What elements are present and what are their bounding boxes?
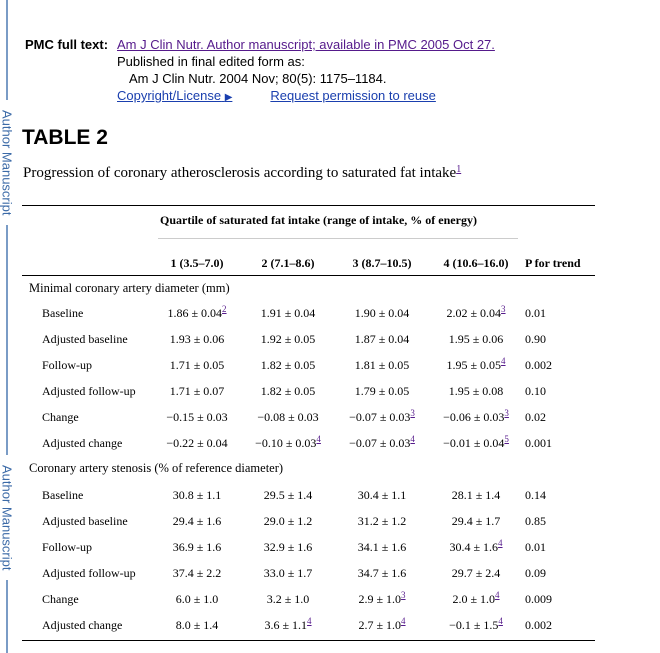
table-cell [264, 618, 311, 633]
table-cell [452, 566, 501, 581]
footnote-link[interactable]: 4 [501, 356, 506, 366]
cell-value: 2.7 ± 1.0 [358, 618, 402, 632]
column-header: 3 (8.7–10.5) [352, 256, 412, 270]
row-label: Change [42, 410, 79, 424]
footnote-link[interactable]: 4 [307, 616, 312, 626]
cell-value: 30.4 ± 1.1 [357, 488, 407, 502]
cell-value: 37.4 ± 2.2 [172, 566, 222, 580]
table-cell [255, 436, 321, 451]
caption-footnote-link[interactable]: 1 [456, 164, 462, 175]
cell-value: 29.7 ± 2.4 [451, 566, 501, 580]
table-cell [358, 514, 407, 529]
footnote-link[interactable]: 3 [401, 590, 406, 600]
table-cell [261, 358, 316, 373]
cell-value: 1.90 ± 0.04 [354, 306, 410, 320]
author-manuscript-margin [0, 0, 16, 653]
row-label: Change [42, 592, 79, 606]
table-cell [170, 358, 225, 373]
cell-value: −0.06 ± 0.03 [443, 410, 505, 424]
table-cell [167, 306, 226, 321]
table-cell [170, 332, 225, 347]
table-cell [166, 436, 227, 451]
pmc-label: PMC full text: [25, 37, 109, 52]
p-value: 0.85 [525, 514, 546, 528]
table-cell [173, 488, 222, 503]
table-cell [449, 332, 504, 347]
table-cell [261, 332, 316, 347]
footnote-link[interactable]: 3 [410, 408, 415, 418]
p-value: 0.10 [525, 384, 546, 398]
cell-value: 1.95 ± 0.05 [446, 358, 502, 372]
table-cell [358, 618, 405, 633]
table-cell [349, 436, 415, 451]
p-value: 0.02 [525, 410, 546, 424]
table-caption: Progression of coronary atherosclerosis according to saturated fat intake$^1$ [23, 164, 462, 181]
row-label: Adjusted follow-up [42, 566, 136, 580]
table-cell [355, 306, 410, 321]
cell-value: 29.4 ± 1.6 [172, 514, 222, 528]
table-cell [264, 540, 313, 555]
row-label: Adjusted follow-up [42, 384, 136, 398]
table-cell [264, 566, 313, 581]
table-cell [358, 566, 407, 581]
p-value: 0.002 [525, 618, 552, 632]
table-cell [452, 592, 499, 607]
cell-value: 34.7 ± 1.6 [357, 566, 407, 580]
cell-value: 30.8 ± 1.1 [172, 488, 222, 502]
table-cell [173, 540, 222, 555]
footnote-link[interactable]: 5 [504, 434, 509, 444]
p-value: 0.01 [525, 540, 546, 554]
cell-value: 1.82 ± 0.05 [260, 384, 316, 398]
cell-value: 36.9 ± 1.6 [172, 540, 222, 554]
table-cell [264, 488, 313, 503]
column-header: P for trend [525, 256, 581, 270]
spanner-header: Quartile of saturated fat intake (range of intake, % of energy) [160, 213, 477, 227]
table-cell [452, 488, 501, 503]
p-value: 0.90 [525, 332, 546, 346]
table-cell [452, 514, 501, 529]
table-cell [449, 384, 504, 399]
footnote-link[interactable]: 2 [222, 304, 227, 314]
row-label: Follow-up [42, 540, 93, 554]
cell-value: 2.02 ± 0.04 [446, 306, 502, 320]
row-label: Baseline [42, 488, 84, 502]
cell-value: −0.10 ± 0.03 [255, 436, 317, 450]
table-cell [358, 488, 407, 503]
cell-value: 2.0 ± 1.0 [452, 592, 496, 606]
table-cell [355, 332, 410, 347]
cell-value: −0.1 ± 1.5 [449, 618, 499, 632]
footnote-link[interactable]: 3 [501, 304, 506, 314]
table-cell [443, 436, 509, 451]
table-cell [261, 306, 316, 321]
cell-value: 1.86 ± 0.04 [167, 306, 223, 320]
cell-value: 1.95 ± 0.06 [448, 332, 504, 346]
footnote-link[interactable]: 4 [498, 538, 503, 548]
table-title: TABLE 2 [22, 126, 108, 149]
row-label: Adjusted change [42, 618, 123, 632]
table-cell [446, 306, 505, 321]
table-top-rule [22, 205, 595, 206]
cell-value: 3.6 ± 1.1 [264, 618, 308, 632]
cell-value: 33.0 ± 1.7 [263, 566, 313, 580]
section-title: Minimal coronary artery diameter (mm) [29, 281, 230, 295]
cell-value: −0.01 ± 0.04 [443, 436, 505, 450]
cell-value: 31.2 ± 1.2 [357, 514, 407, 528]
table-cell [358, 540, 407, 555]
cell-value: 8.0 ± 1.4 [175, 618, 219, 632]
cell-value: 29.5 ± 1.4 [263, 488, 313, 502]
table-cell [449, 618, 503, 633]
section-title: Coronary artery stenosis (% of reference diameter) [29, 461, 284, 475]
footnote-link[interactable]: 4 [498, 616, 503, 626]
table-cell [176, 618, 219, 633]
cell-value: 6.0 ± 1.0 [175, 592, 219, 606]
cell-value: 1.93 ± 0.06 [169, 332, 225, 346]
cell-value: 28.1 ± 1.4 [451, 488, 501, 502]
cell-value: 29.4 ± 1.7 [451, 514, 501, 528]
journal-ref: Am J Clin Nutr. 2004 Nov; 80(5): 1175–1184. [129, 71, 387, 86]
footnote-link[interactable]: 4 [410, 434, 415, 444]
cell-value: 29.0 ± 1.2 [263, 514, 313, 528]
footnote-link[interactable]: 4 [316, 434, 321, 444]
cell-value: 1.87 ± 0.04 [354, 332, 410, 346]
cell-value: 1.91 ± 0.04 [260, 306, 316, 320]
table-cell [355, 358, 410, 373]
cell-value: −0.07 ± 0.03 [349, 410, 411, 424]
table-cell [170, 384, 225, 399]
row-label: Follow-up [42, 358, 93, 372]
p-value: 0.01 [525, 306, 546, 320]
table-cell [166, 410, 227, 425]
cell-value: 1.71 ± 0.05 [169, 358, 225, 372]
cell-value: 1.82 ± 0.05 [260, 358, 316, 372]
table-cell [261, 384, 316, 399]
cell-value: −0.07 ± 0.03 [349, 436, 411, 450]
row-label: Adjusted baseline [42, 332, 128, 346]
p-value: 0.009 [525, 592, 552, 606]
table-cell [176, 592, 219, 607]
cell-value: 2.9 ± 1.0 [358, 592, 402, 606]
cell-value: 32.9 ± 1.6 [263, 540, 313, 554]
cell-value: 34.1 ± 1.6 [357, 540, 407, 554]
cell-value: 30.4 ± 1.6 [449, 540, 499, 554]
cell-value: 1.79 ± 0.05 [354, 384, 410, 398]
table-cell [173, 566, 222, 581]
column-header: 4 (10.6–16.0) [443, 256, 509, 270]
cell-value: 3.2 ± 1.0 [266, 592, 310, 606]
side-label-bottom: Author Manuscript [0, 455, 16, 580]
table-cell [264, 514, 313, 529]
table-cell [358, 592, 405, 607]
table-cell [443, 410, 509, 425]
cell-value: −0.22 ± 0.04 [166, 436, 228, 450]
copyright-link[interactable]: Copyright/License ▶ [117, 88, 233, 103]
table-cell [257, 410, 318, 425]
table-cell [349, 410, 415, 425]
citation-header [25, 36, 495, 106]
row-label: Adjusted baseline [42, 514, 128, 528]
table-cell [267, 592, 310, 607]
p-value: 0.14 [525, 488, 546, 502]
cell-value: 1.81 ± 0.05 [354, 358, 410, 372]
cell-value: 1.71 ± 0.07 [169, 384, 225, 398]
header-rule [22, 275, 595, 276]
row-label: Baseline [42, 306, 84, 320]
p-value: 0.09 [525, 566, 546, 580]
footnote-link[interactable]: 3 [504, 408, 509, 418]
cell-value: 1.95 ± 0.08 [448, 384, 504, 398]
cell-value: −0.15 ± 0.03 [166, 410, 228, 424]
column-header: 1 (3.5–7.0) [170, 256, 224, 270]
cell-value: −0.08 ± 0.03 [257, 410, 319, 424]
footnote-link[interactable]: 4 [495, 590, 500, 600]
side-label-top: Author Manuscript [0, 100, 16, 225]
permission-link[interactable]: Request permission to reuse [270, 88, 436, 103]
footnote-link[interactable]: 4 [401, 616, 406, 626]
table-cell [173, 514, 222, 529]
table-bottom-rule [22, 640, 595, 641]
row-label: Adjusted change [42, 436, 123, 450]
p-value: 0.001 [525, 436, 552, 450]
spanner-rule [158, 238, 518, 239]
cell-value: 1.92 ± 0.05 [260, 332, 316, 346]
citation-link[interactable]: Am J Clin Nutr. Author manuscript; available in PMC 2005 Oct 27. [117, 37, 495, 52]
published-line: Published in final edited form as: [117, 54, 305, 69]
column-header: 2 (7.1–8.6) [261, 256, 315, 270]
p-value: 0.002 [525, 358, 552, 372]
table-cell [446, 358, 505, 373]
arrow-right-icon: ▶ [224, 92, 233, 103]
table-cell [449, 540, 502, 555]
table-cell [355, 384, 410, 399]
